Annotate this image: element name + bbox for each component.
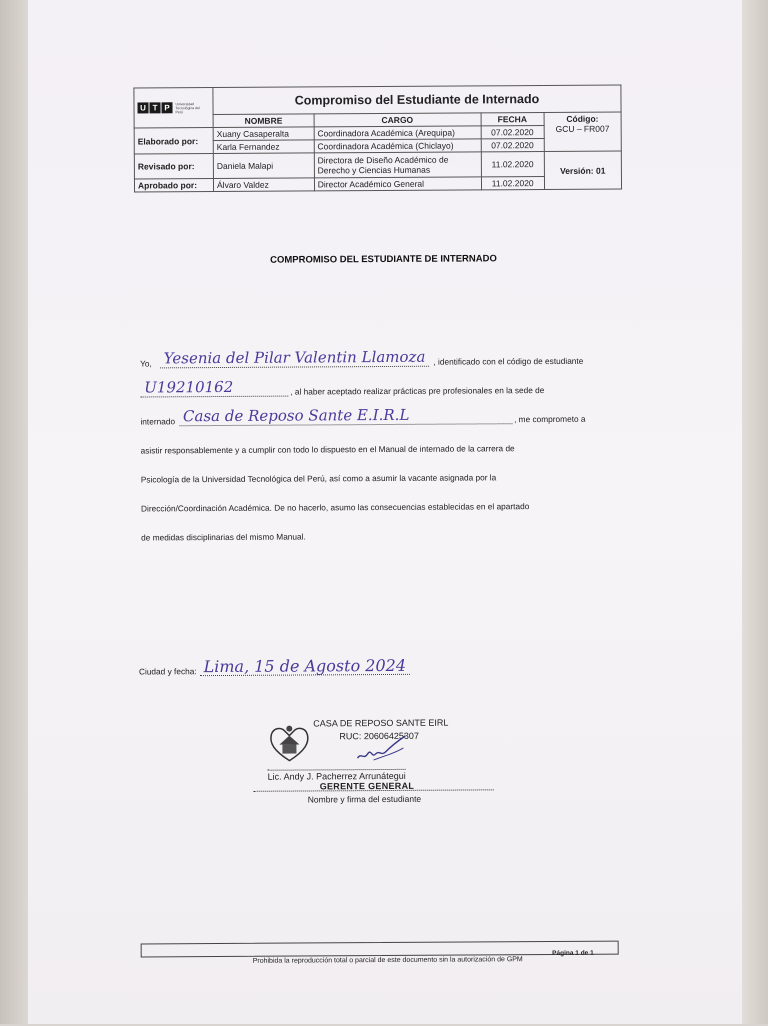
body-line-6: Dirección/Coordinación Académica. De no hacerlo, asumo las consecuencias establecidas en el apartado: [140, 501, 530, 514]
stamp-role: GERENTE GENERAL: [319, 780, 415, 792]
col-fecha: FECHA: [481, 113, 544, 126]
body-line-1: [140, 337, 616, 369]
body-line-7: de medidas disciplinarias del mismo Manual.: [141, 531, 306, 543]
text-internado: internado: [140, 416, 176, 427]
utp-logo-mark: U T P: [137, 102, 172, 113]
footer-box: [141, 941, 619, 958]
utp-logo: [137, 102, 201, 114]
row-label-elaborado: Elaborado por:: [134, 128, 213, 154]
sede-field: Casa de Reposo Sante E.I.R.L: [179, 407, 512, 426]
signature-caption: Nombre y firma del estudiante: [307, 793, 422, 805]
row-label-revisado: Revisado por:: [134, 154, 213, 179]
stamp-ruc: RUC: 20606425307: [339, 730, 419, 742]
row-cargo: Coordinadora Académica (Arequipa): [314, 126, 481, 140]
row-cargo: Directora de Diseño Académico de Derecho y Ciencias Humanas: [314, 152, 481, 178]
body-line-3: [140, 395, 616, 427]
document-page: [28, 0, 742, 1024]
row-label-aprobado: Aprobado por:: [134, 179, 213, 192]
version-cell: Versión: 01: [544, 151, 622, 189]
row-nombre: Daniela Malapi: [213, 153, 314, 179]
signature-icon: [353, 734, 413, 764]
row-fecha: 11.02.2020: [481, 152, 544, 177]
col-cargo: CARGO: [314, 113, 481, 127]
background-right: [742, 0, 768, 1024]
house-heart-seal-icon: [267, 722, 311, 762]
row-cargo: Director Académico General: [314, 177, 481, 191]
signature-line: [254, 789, 494, 791]
header-table: [133, 85, 622, 193]
company-stamp: [267, 717, 528, 811]
text-identificado: , identificado con el código de estudiante: [433, 355, 584, 367]
page-number: Página 1 de 1: [552, 949, 594, 957]
utp-logo-subtext: Universidad Tecnológica del Perú: [175, 101, 200, 114]
footer-notice: Prohibida la reproducción total o parcial de este documento sin la autorización de GPM: [252, 956, 523, 965]
document-content: [25, 0, 745, 1026]
student-code-field: U19210162: [140, 380, 288, 398]
stamp-signer: Lic. Andy J. Pacherrez Arrunátegui: [267, 770, 406, 782]
codigo-label: Código:: [566, 113, 599, 124]
document-subtitle: COMPROMISO DEL ESTUDIANTE DE INTERNADO: [270, 253, 497, 266]
document-body: [140, 337, 617, 543]
row-fecha: 07.02.2020: [481, 126, 544, 139]
row-nombre: Xuany Casaperalta: [213, 127, 314, 141]
city-date-field: Lima, 15 de Agosto 2024: [200, 658, 410, 676]
row-cargo: Coordinadora Académica (Chiclayo): [314, 139, 481, 153]
row-fecha: 11.02.2020: [481, 177, 544, 190]
stamp-company: CASA DE REPOSO SANTE EIRL: [313, 717, 449, 729]
city-label: Ciudad y fecha:: [138, 666, 197, 677]
text-yo: Yo,: [140, 358, 152, 369]
table-row: [134, 151, 621, 179]
text-me-comprometo: , me comprometo a: [514, 413, 586, 425]
body-line-5: Psicología de la Universidad Tecnológica del Perú, así como a asumir la vacante asignada por la: [140, 472, 497, 485]
text-al-haber: , al haber aceptado realizar prácticas pre profesionales en la sede de: [290, 385, 545, 397]
body-line-4: asistir responsablemente y a cumplir con todo lo dispuesto en el Manual de internado de la carrera de: [140, 443, 515, 456]
body-line-2: [140, 366, 616, 398]
header-title: Compromiso del Estudiante de Internado: [213, 85, 621, 114]
codigo-cell: [544, 112, 622, 151]
col-nombre: NOMBRE: [213, 114, 314, 128]
student-name-field: Yesenia del Pilar Valentin Llamoza: [160, 350, 430, 369]
row-fecha: 07.02.2020: [481, 139, 544, 152]
city-date: [138, 655, 410, 677]
codigo-value: GCU – FR007: [555, 123, 610, 134]
logo-cell: [134, 88, 213, 128]
row-nombre: Karla Fernandez: [213, 140, 314, 154]
row-nombre: Álvaro Valdez: [213, 178, 314, 192]
background-left: [0, 0, 28, 1024]
